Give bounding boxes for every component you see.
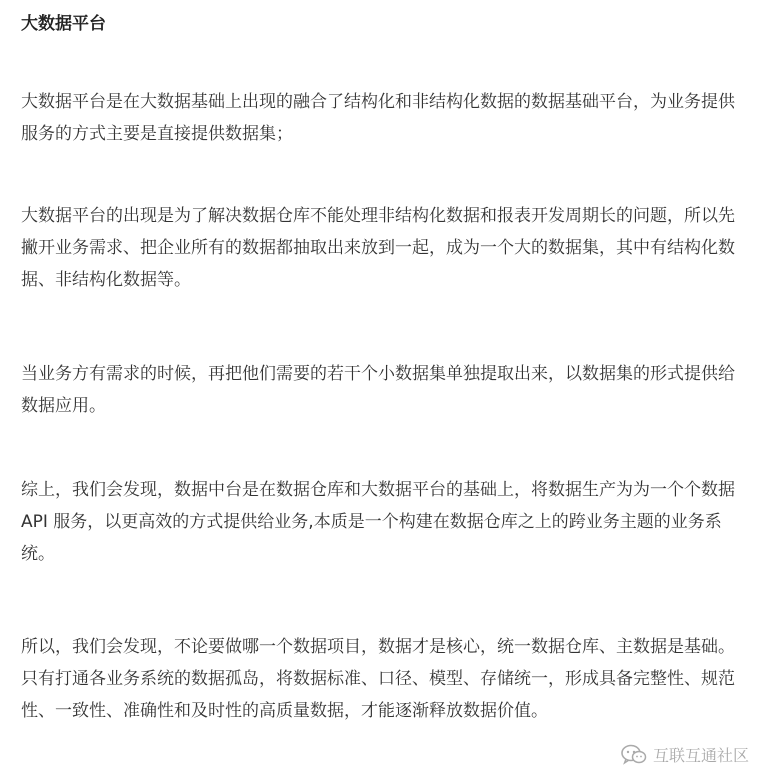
paragraph: 大数据平台的出现是为了解决数据仓库不能处理非结构化数据和报表开发周期长的问题，所以先撇开业务需求、把企业所有的数据都抽取出来放到一起，成为一个大的数据集，其中有结构化数据、非结构化数据等。 [21, 206, 735, 290]
article-heading: 大数据平台 [21, 14, 106, 34]
watermark [621, 743, 749, 766]
paragraph: 大数据平台是在大数据基础上出现的融合了结构化和非结构化数据的数据基础平台，为业务提供服务的方式主要是直接提供数据集； [21, 92, 735, 144]
paragraph: 所以，我们会发现，不论要做哪一个数据项目，数据才是核心，统一数据仓库、主数据是基础。只有打通各业务系统的数据孤岛，将数据标准、口径、模型、存储统一，形成具备完整性、规范性、一致性、准确性和及时性的高质量数据，才能逐渐释放数据价值。 [21, 637, 735, 721]
paragraph: 综上，我们会发现，数据中台是在数据仓库和大数据平台的基础上，将数据生产为为一个个数据 API 服务，以更高效的方式提供给业务,本质是一个构建在数据仓库之上的跨业务主题的业务系统。 [21, 480, 735, 564]
wechat-icon [621, 744, 647, 766]
watermark-text: 互联互通社区 [652, 746, 749, 765]
paragraph: 当业务方有需求的时候，再把他们需要的若干个小数据集单独提取出来，以数据集的形式提供给数据应用。 [21, 364, 735, 416]
